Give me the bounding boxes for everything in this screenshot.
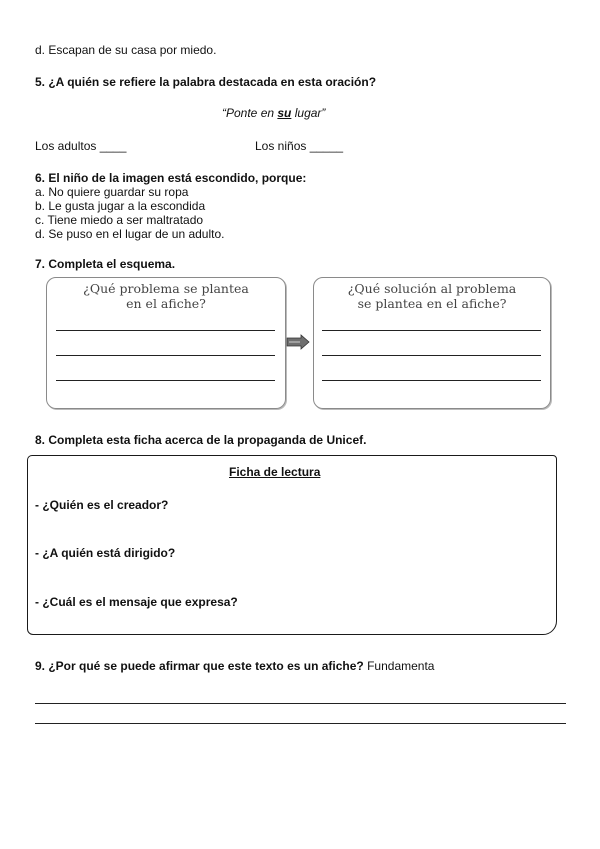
problem-answer-line[interactable] — [56, 330, 275, 331]
problem-answer-line[interactable] — [56, 355, 275, 356]
question-7: 7. Completa el esquema. — [35, 257, 176, 271]
solution-answer-line[interactable] — [322, 330, 541, 331]
card-item-creator: - ¿Quién es el creador? — [35, 498, 169, 512]
question-6: 6. El niño de la imagen está escondido, porque: — [35, 171, 307, 185]
quote-end: lugar” — [291, 106, 326, 120]
scheme-solution-title-2: se plantea en el afiche? — [357, 296, 507, 311]
solution-answer-line[interactable] — [322, 380, 541, 381]
answer-line[interactable] — [35, 723, 566, 724]
card-item-message: - ¿Cuál es el mensaje que expresa? — [35, 595, 238, 609]
solution-answer-line[interactable] — [322, 355, 541, 356]
question-9 — [35, 659, 434, 673]
choice-children[interactable]: Los niños _____ — [255, 139, 344, 153]
question-5: 5. ¿A quién se refiere la palabra destacada en esta oración? — [35, 75, 377, 89]
question-9-instruction: Fundamenta — [363, 659, 435, 673]
scheme-problem-title-2: en el afiche? — [126, 296, 206, 311]
scheme-problem-title-1: ¿Qué problema se plantea — [83, 281, 249, 296]
q6-option-b[interactable]: b. Le gusta jugar a la escondida — [35, 199, 206, 213]
q6-option-c[interactable]: c. Tiene miedo a ser maltratado — [35, 213, 204, 227]
question-8: 8. Completa esta ficha acerca de la propaganda de Unicef. — [35, 433, 367, 447]
scheme-solution-title-1: ¿Qué solución al problema — [347, 281, 517, 296]
question-9-text: 9. ¿Por qué se puede afirmar que este texto es un afiche? — [35, 659, 364, 673]
q6-option-a[interactable]: a. No quiere guardar su ropa — [35, 185, 189, 199]
choice-adults[interactable]: Los adultos ____ — [35, 139, 127, 153]
scheme-problem-box — [46, 277, 286, 409]
quoted-sentence — [222, 106, 325, 120]
quote-start: “Ponte en — [222, 106, 278, 120]
answer-line[interactable] — [35, 703, 566, 704]
previous-option-d: d. Escapan de su casa por miedo. — [35, 43, 217, 57]
reading-card-title: Ficha de lectura — [229, 465, 321, 479]
q6-option-d[interactable]: d. Se puso en el lugar de un adulto. — [35, 227, 225, 241]
problem-answer-line[interactable] — [56, 380, 275, 381]
highlighted-word: su — [277, 106, 292, 120]
arrow-right-icon — [286, 334, 310, 350]
scheme-solution-box — [313, 277, 551, 409]
card-item-audience: - ¿A quién está dirigido? — [35, 546, 176, 560]
